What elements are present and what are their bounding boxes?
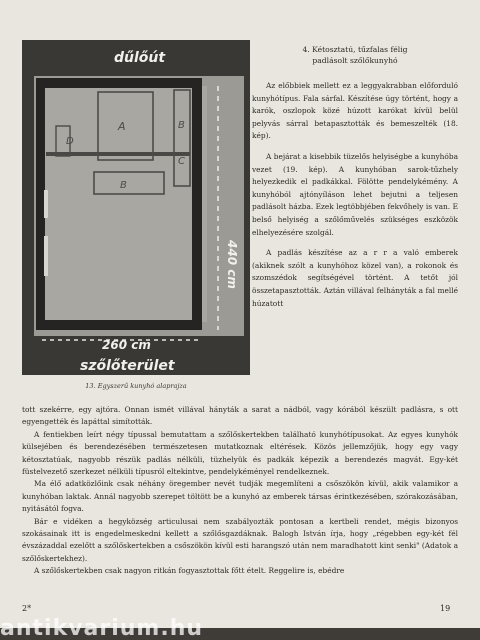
body-paragraph-2: A fentiekben leírt négy típussal bemutattam a szőlőskertekben található kunyhótípusokat. Az egyes kunyhók külsejében és berendezésében természetesen mutatkoznak eltérések. Közös jellemzőjük, hogy egy vagy kétosztatúak, nagyobb részük padlás nélküli, tüzhelyük és padkák képezik a berendezés magvát. Egy-két füstelvezető szerkezet nélküli típusról eltekintve, pendelykéményel rendelkeznek. [22,429,458,477]
body-paragraph-continued: tott szekérre, egy ajtóra. Onnan ismét villával hányták a sarat a nádból, vagy kórából készült padlásra, s ott egyengették és lapáttal simították. [22,405,458,427]
section-heading-line-2: padlásolt szőlőkunyhó [312,56,398,65]
body-paragraph-4: Bár e vidéken a hegyközség articulusai nem szabályozták pontosan a kertbeli rendet, mégis bizonyos szokásainak itt is engedelmeskedni kellett a szőlősgazdáknak. Balogh István írja, hogy „régebben egy-két fél évszázaddal ezelőtt a szőlőskertekben a csőszökön kívül esti harangszó után nem maradhatott kint senki" (Adatok a szőlőskertekhez). [22,516,458,563]
top-road-label: dűlőút [114,50,166,66]
plan-letter-b-lower: B [120,180,127,191]
plan-letter-d: D [66,136,74,147]
bottom-area-label: szőlőterület [80,358,175,374]
body-paragraph-5: A szőlőskertekben csak nagyon ritkán fogyasztottak főtt ételt. Reggelire is, ebédre [34,566,345,576]
floor-plan-photo [22,40,250,375]
signature-mark: 2* [22,604,32,613]
right-column [252,44,458,310]
page-number: 19 [440,604,451,613]
figure-caption: 13. Egyszerű kunyhó alaprajza [85,382,187,390]
floor-plan-drawing [22,40,250,375]
plan-letter-a: A [118,120,126,133]
body-paragraph-3: Ma élő adatközlőink csak néhány öregember nevét tudják megemlíteni a csőszökön kívül, akik valamikor a kunyhóban laktak. Annál nagyobb szerepet töltött be a kunyhó az emberek társas érintkezésében, szórakozásában, nyitásától fogva. [22,479,458,514]
full-width-text [22,404,458,578]
plan-letter-b-upper: B [178,120,185,131]
width-dimension: 260 cm [102,338,151,352]
section-heading-line-1: 4. Kétosztatú, tűzfalas félig [302,45,408,54]
section-heading [252,44,458,66]
height-dimension: 440 cm [225,240,239,289]
right-paragraph-1: Az előbbiek mellett ez a leggyakrabban előforduló kunyhótípus. Fala sárfal. Készítése úgy történt, hogy a karók, oszlopok közé húzott karókat kívül belül pelyvás sárral betapasztották és bemeszelték (18. kép). [252,81,458,141]
watermark: antikvarium.hu [0,616,204,640]
right-paragraph-2: A bejárat a kisebbik tüzelős helyiségbe a kunyhóba vezet (19. kép). A kunyhóban sarok-tűzhely helyezkedik el padkákkal. Fölötte pendelykémény. A kunyhóból ajtónyíláson lehet bejutni a teljesen padlásolt házba. Ezek legtöbbjében fekvőhely is van. E belső helyiség a szőlőművelés szükséges eszközök elhelyezésére szolgál. [252,151,458,237]
plan-letter-c: C [178,156,185,167]
right-paragraph-3: A padlás készítése az a r r a való emberek (akiknek szólt a kunyhóhoz közel van), a rokonok és szomszédok segítségével történt. A tetőt jól összetapasztották. Aztán villával felhányták a fal mellé húzatott [252,248,458,308]
